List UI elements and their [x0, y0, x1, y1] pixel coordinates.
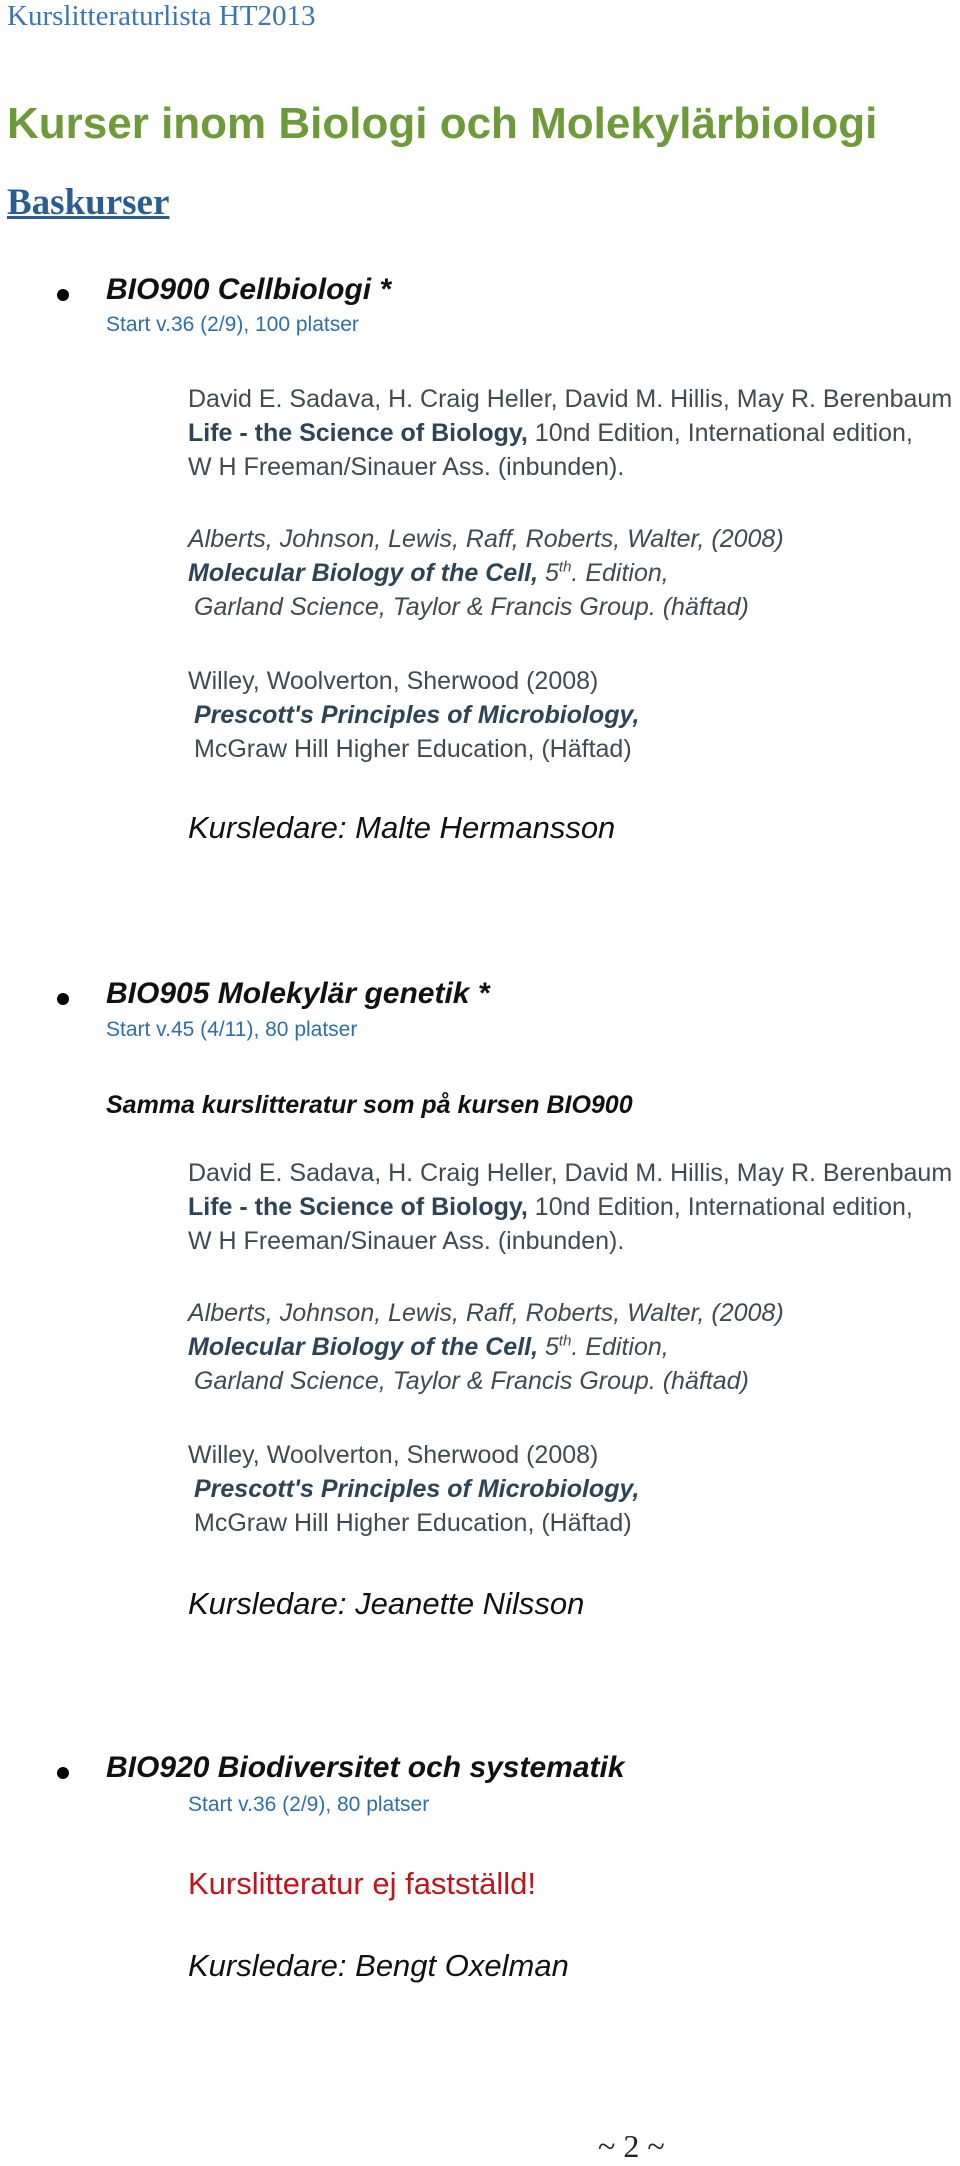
- document-title: Kurslitteraturlista HT2013: [7, 0, 316, 32]
- ref-title-line: [188, 418, 913, 448]
- course-leader: Kursledare: Bengt Oxelman: [188, 1948, 569, 1983]
- ref-authors: Alberts, Johnson, Lewis, Raff, Roberts, Walter, (2008): [188, 1299, 784, 1327]
- ref-book-title: Prescott's Principles of Microbiology,: [194, 701, 640, 729]
- course-title: BIO900 Cellbiologi *: [106, 273, 392, 306]
- ref-publisher: Garland Science, Taylor & Francis Group. (häftad): [194, 593, 749, 621]
- course-title: BIO920 Biodiversitet och systematik: [106, 1751, 625, 1784]
- ref-title-line: [188, 1192, 913, 1222]
- ref-edition: 10nd Edition, International edition,: [527, 419, 913, 447]
- ref-edition: . Edition,: [571, 559, 669, 587]
- ref-edition-number: 5: [538, 559, 559, 587]
- ref-book-title: Molecular Biology of the Cell,: [188, 1333, 539, 1361]
- ref-edition-sup: th: [558, 558, 572, 576]
- ref-book-title: Prescott's Principles of Microbiology,: [194, 1475, 640, 1503]
- page-number: ~ 2 ~: [598, 2128, 665, 2164]
- ref-book-title: Molecular Biology of the Cell,: [188, 559, 539, 587]
- ref-book-title: Life - the Science of Biology,: [188, 419, 528, 447]
- ref-title-line: [188, 558, 669, 588]
- ref-edition-number: 5: [538, 1333, 559, 1361]
- ref-publisher: McGraw Hill Higher Education, (Häftad): [194, 735, 632, 763]
- course-title: BIO905 Molekylär genetik *: [106, 977, 490, 1010]
- ref-book-title: Life - the Science of Biology,: [188, 1193, 528, 1221]
- literature-not-set-notice: Kurslitteratur ej fastställd!: [188, 1866, 537, 1901]
- same-literature-note: Samma kurslitteratur som på kursen BIO900: [106, 1091, 633, 1119]
- ref-edition: . Edition,: [571, 1333, 669, 1361]
- section-heading: Kurser inom Biologi och Molekylärbiologi: [7, 99, 878, 148]
- course-leader: Kursledare: Malte Hermansson: [188, 810, 616, 845]
- ref-publisher: W H Freeman/Sinauer Ass. (inbunden).: [188, 453, 625, 481]
- ref-title-line: [188, 1332, 669, 1362]
- course-start: Start v.36 (2/9), 100 platser: [106, 313, 359, 336]
- list-bullet: [57, 289, 69, 301]
- course-start: Start v.45 (4/11), 80 platser: [106, 1018, 358, 1041]
- ref-authors: David E. Sadava, H. Craig Heller, David M. Hillis, May R. Berenbaum: [188, 1159, 953, 1187]
- course-start: Start v.36 (2/9), 80 platser: [188, 1793, 430, 1816]
- ref-edition: 10nd Edition, International edition,: [527, 1193, 913, 1221]
- ref-publisher: W H Freeman/Sinauer Ass. (inbunden).: [188, 1227, 625, 1255]
- ref-authors: Willey, Woolverton, Sherwood (2008): [188, 667, 599, 695]
- ref-authors: Willey, Woolverton, Sherwood (2008): [188, 1441, 599, 1469]
- ref-edition-sup: th: [558, 1332, 572, 1350]
- list-bullet: [57, 1767, 69, 1779]
- subsection-heading: Baskurser: [7, 182, 170, 223]
- ref-publisher: Garland Science, Taylor & Francis Group. (häftad): [194, 1367, 749, 1395]
- course-leader: Kursledare: Jeanette Nilsson: [188, 1586, 585, 1621]
- ref-authors: David E. Sadava, H. Craig Heller, David M. Hillis, May R. Berenbaum: [188, 385, 953, 413]
- ref-publisher: McGraw Hill Higher Education, (Häftad): [194, 1509, 632, 1537]
- ref-authors: Alberts, Johnson, Lewis, Raff, Roberts, Walter, (2008): [188, 525, 784, 553]
- list-bullet: [57, 993, 69, 1005]
